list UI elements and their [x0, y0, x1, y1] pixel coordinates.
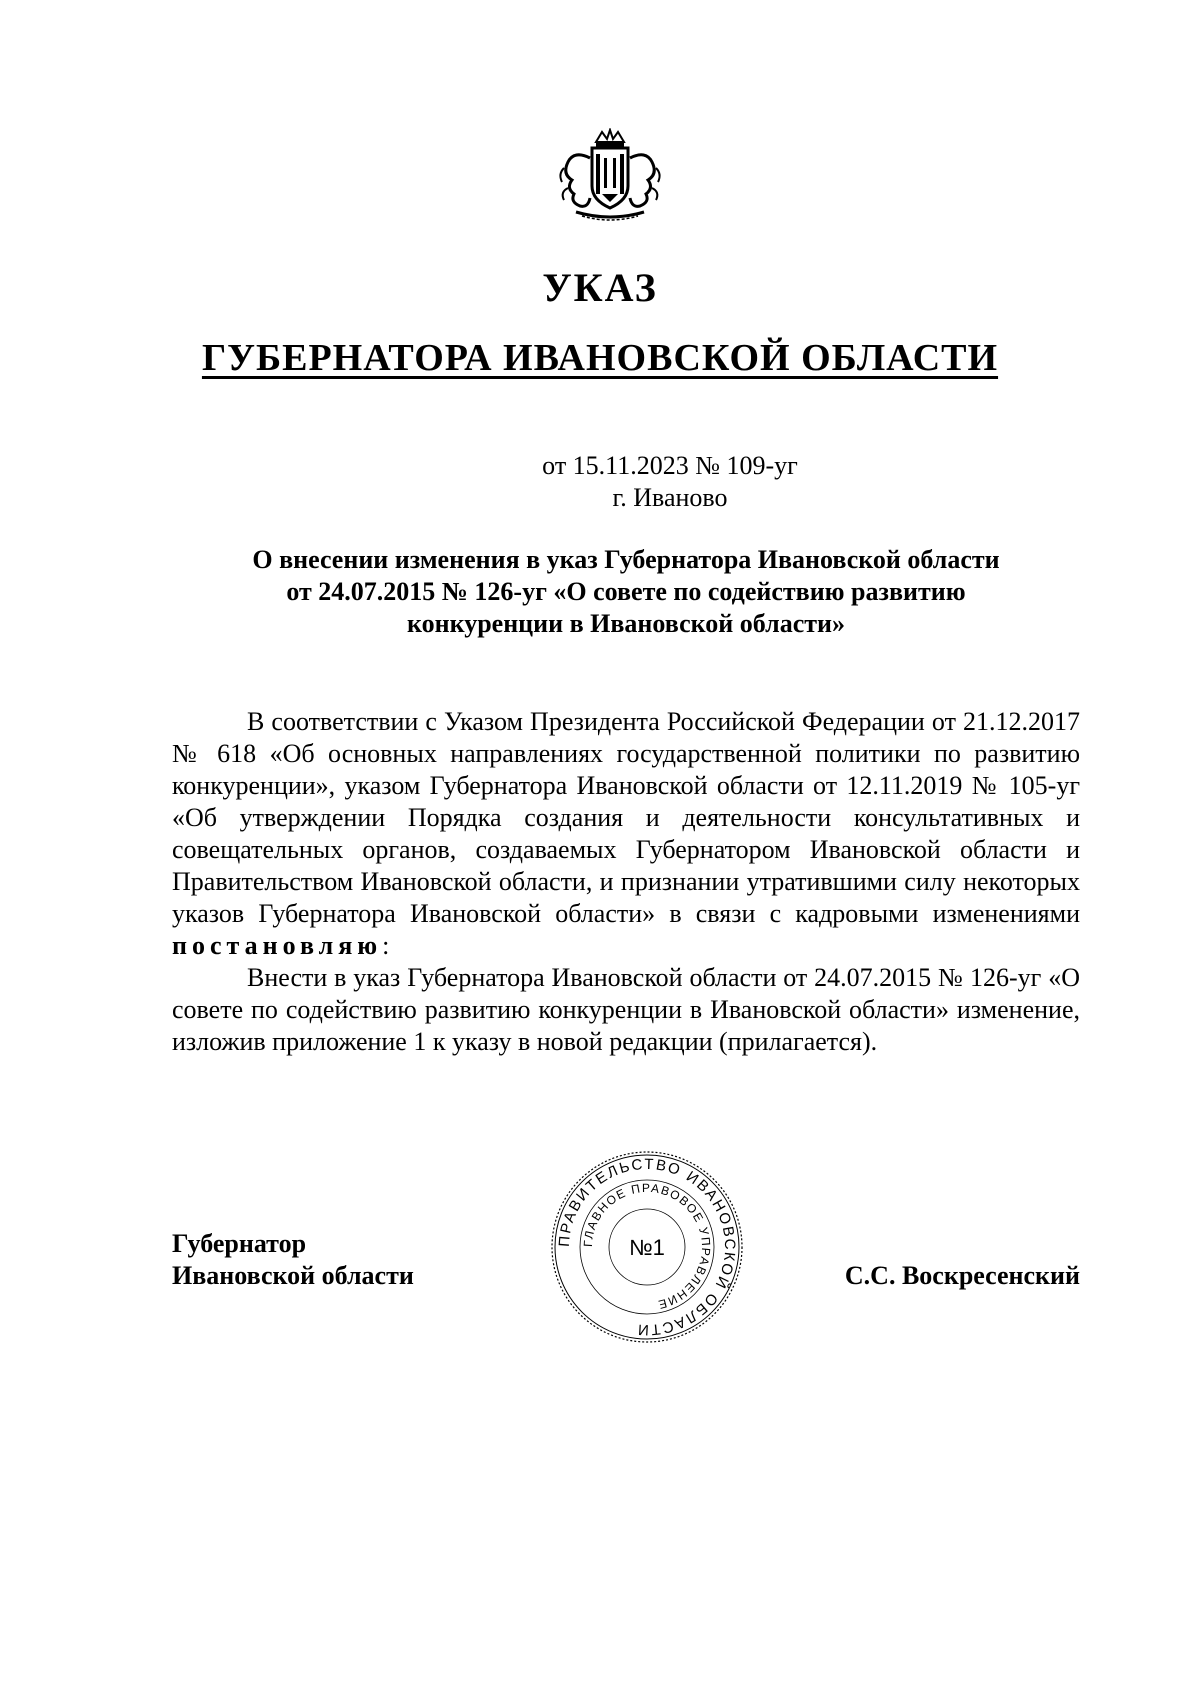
coat-of-arms-emblem	[552, 128, 668, 224]
body-paragraph-resolution: Внести в указ Губернатора Ивановской области от 24.07.2015 № 126-уг «О совете по содействию развитию конкуренции в Ивановской области» изменение, изложив приложение 1 к указу в новой редакции (прилагается).	[172, 963, 1080, 1056]
decree-word: постановляю	[172, 931, 383, 960]
signatory-position-line: Губернатор	[172, 1229, 307, 1258]
stamp-number: №1	[629, 1235, 665, 1260]
decree-colon: :	[382, 931, 390, 960]
body-paragraph-basis-text: В соответствии с Указом Президента Российской Федерации от 21.12.2017 № 618 «Об основных направлениях государственной политики по развитию конкуренции», указом Губернатора Ивановской области от 12.11.2019 № 105-уг «Об утверждении Порядка создания и деятельности консультативных и совещательных органов, создаваемых Губернатором Ивановской области и Правительством Ивановской области, и признании утратившими силу некоторых указов Губернатора Ивановской области» в связи с кадровыми изменениями	[172, 707, 1080, 928]
issuer-heading-text: ГУБЕРНАТОРА ИВАНОВСКОЙ ОБЛАСТИ	[201, 337, 999, 379]
decree-title-line: конкуренции в Ивановской области»	[406, 609, 846, 638]
signatory-name: С.С. Воскресенский	[844, 1261, 1080, 1290]
body-paragraph-basis	[172, 706, 1080, 962]
decree-body	[172, 706, 1080, 1058]
document-type-heading: УКАЗ	[542, 265, 658, 310]
decree-title-line: от 24.07.2015 № 126-уг «О совете по содействию развитию	[286, 577, 966, 606]
official-stamp	[547, 1147, 747, 1347]
signatory-position-line: Ивановской области	[172, 1261, 414, 1290]
stamp-outer-text: ПРАВИТЕЛЬСТВО ИВАНОВСКОЙ ОБЛАСТИ	[555, 1155, 739, 1339]
signatory-position	[172, 1228, 414, 1292]
city-line: г. Иваново	[612, 483, 728, 512]
issuer-heading	[0, 336, 1200, 380]
decree-title-line: О внесении изменения в указ Губернатора Ивановской области	[252, 545, 1000, 574]
decree-title	[172, 544, 1080, 640]
date-number-line: от 15.11.2023 № 109-уг	[542, 451, 798, 480]
stamp-inner-text: ГЛАВНОЕ ПРАВОВОЕ УПРАВЛЕНИЕ	[580, 1180, 714, 1313]
